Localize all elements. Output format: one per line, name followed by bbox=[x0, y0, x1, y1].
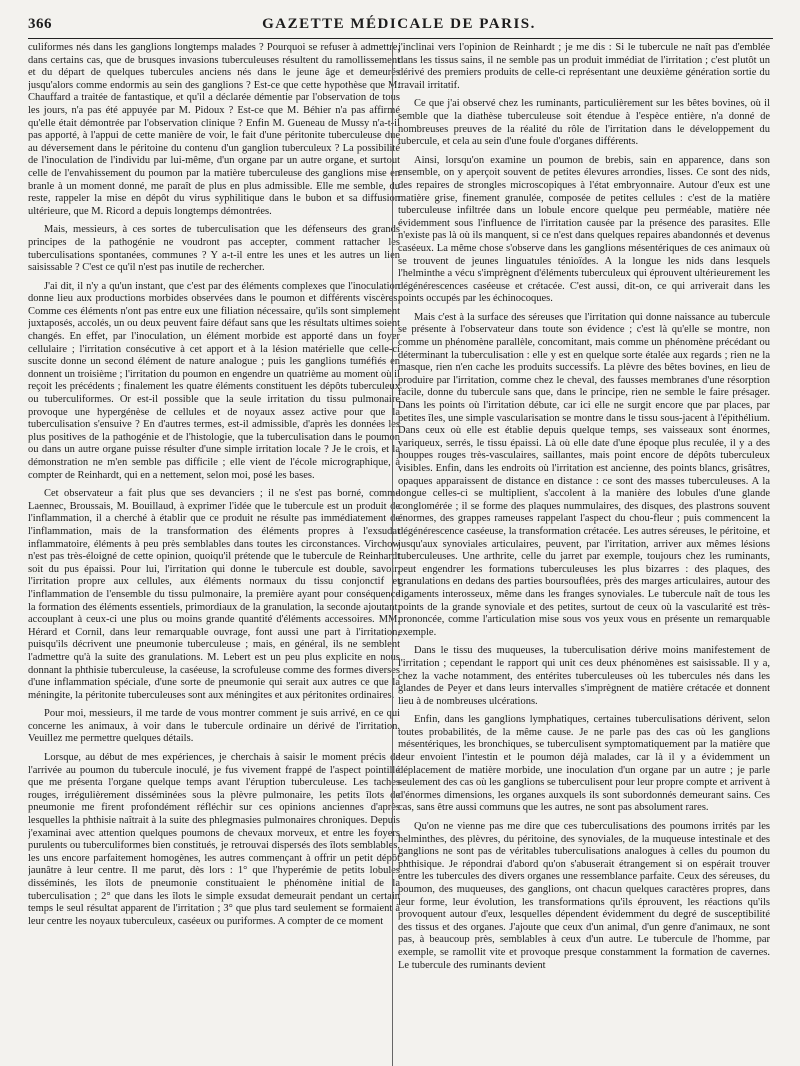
page-header bbox=[28, 14, 770, 36]
left-column bbox=[28, 42, 400, 1066]
column-divider bbox=[392, 42, 393, 1066]
paragraph: J'ai dit, il n'y a qu'un instant, que c'est par des éléments complexes que l'inoculation donne lieu aux productions morbides observées dans le poumon et différents viscères. Comme ces éléments n'ont pas entre eux une filiation nécessaire, qu'ils sont simplement juxtaposés, accolés, un ou deux peuvent faire défaut sans que les résultats ultimes soient changés. En effet, par l'inoculation, un élément morbide est apporté dans un foyer cellulaire ; l'irritation consécutive à cet apport et à la lésion matérielle que celle-ci suscite donne un second élément de nature analogue ; puis les ganglions tuméfiés en donnent un troisième ; l'irritation du poumon en engendre un quatrième au moment où il reçoit les précédents ; finalement les quatre éléments constituent les dépôts tuberculeux ou tuberculiformes. Or est-il possible que la seule irritation du tissu pulmonaire provoque une hypergénèse de cellules et de noyaux assez active pour que la tuberculisation s'ensuive ? En d'autres termes, est-il admissible, d'après les données les plus positives de la pathogénie et de l'histologie, que la tuberculisation dans le poumon ou dans un autre organe puisse résulter d'une simple irritation locale ? Je le crois, et la démonstration ne m'en semble pas difficile ; elle vient de l'école micrographique, à compter de Reinhardt, qui en a nettement, selon moi, posé les bases. bbox=[28, 280, 400, 481]
paragraph: culiformes nés dans les ganglions longtemps malades ? Pourquoi se refuser à admettre, dans certains cas, que de brusques invasions tuberculeuses résultent du ramollissement et du départ de quelques tubercules anciens nés dans le jeune âge et demeurés jusqu'alors comme endormis au sein des ganglions ? Est-ce que cette hypothèse que M. Chauffard a traitée de fantastique, et qu'il a déclarée démentie par l'observation de tous les jours, n'a pas été appuyée par M. Pidoux ? Est-ce que M. Béhier n'a pas affirmé qu'elle était démontrée par l'observation clinique ? Enfin M. Gueneau de Mussy n'a-t-il pas apporté, à l'appui de cette manière de voir, le fait d'une péritonite tuberculeuse due au déversement dans le péritoine du contenu d'un ganglion tuberculeux ? La possibilité de l'inoculation de l'individu par lui-même, d'un organe par un autre organe, et surtout celle de l'envahissement du poumon par la matière tuberculeuse des ganglions mise en branle à un moment donné, me paraît de plus en plus admissible. Elle me semble, du reste, rappeler la mise en dépôt du virus syphilitique dans le bubon et sa diffusion ultérieure, que M. Ricord a depuis longtemps démontrées. bbox=[28, 42, 400, 217]
paragraph: Mais c'est à la surface des séreuses que l'irritation qui donne naissance au tubercule se présente à l'observateur dans toute son évidence ; c'est là qu'elle se montre, non comme un phénomène parallèle, concomitant, mais comme un phénomène précédant ou déterminant la tuberculisation : elle y est en quelque sorte étalée aux regards ; rien ne la masque, rien n'en cache les produits successifs. La plèvre des bêtes bovines, en lieu de produire par l'irritation, comme chez le cheval, des fausses membranes d'une résorption facile, donne du tubercule sans que, dans le principe, rien ne semble le faire présager. Dans les points où l'irritation débute, car ici elle ne surgit encore que par places, par petites îles, une simple vascularisation se montre dans le tissu sous-jacent à l'épithélium. Dans ceux où elle est établie depuis quelque temps, ses vaisseaux sont énormes, variqueux, serrés, le tissu épaissi. Là où elle date d'une époque plus reculée, il y a des houppes rouges très-vasculaires, saillantes, mais point encore de dépôts tuberculeux visibles. Enfin, dans les endroits où l'irritation est ancienne, des points blancs, grisâtres, opaques apparaissent de distance en distance : ce sont des masses tuberculeuses. A la longue celles-ci se multiplient, s'accolent à la manière des lobules d'une glande conglomérée ; il se forme des plaques nummulaires, des disques, des plastrons souvent énormes, des grappes rameuses rappelant l'aspect du chou-fleur ; puis commencent la dégénérescence caséeuse, la transformation crétacée. Les autres séreuses, le péritoine, et jusqu'aux synoviales articulaires, peuvent, par l'irritation, arriver aux mêmes lésions tuberculeuses. Une arthrite, celle du jarret par exemple, toujours chez les ruminants, peut engendrer les formations tuberculeuses les plus bizarres : des plaques, des granulations en dedans des parties boursouflées, près des marges articulaires, autour des ligaments interosseux, même dans les franges synoviales. Le tubercule naît de tous les points de la grande synoviale et des petites, surtout de ceux où la vascularité est très-prononcée, comme l'articulation mise sous vos yeux vous en présente un remarquable exemple. bbox=[398, 311, 770, 638]
paragraph: Ainsi, lorsqu'on examine un poumon de brebis, sain en apparence, dans son ensemble, on y aperçoit souvent de petites élevures arrondies, lisses. Ce sont des nids, des repaires de strongles microscopiques à l'état embryonnaire. Autour d'eux est une matière grise, finement granulée, composée de petites cellules : c'est de la matière tuberculeuse infiltrée dans un lobule encore quelque peu perméable, matière née évidemment sous l'influence de l'irritation causée par la présence des parasites. Elle n'existe pas là où ils manquent, si ce n'est dans quelques repaires abandonnés et devenus caséeux. La même chose s'observe dans les ganglions mésentériques de ces animaux où se trouvent de jeunes linguatules ténioïdes. A la longue les nids dans lesquels l'helminthe a vécu s'imprègnent d'éléments tuberculeux qui éprouvent ultérieurement les dégénérescences caséeuse et crétacée. C'est aussi, dit-on, ce qui arriverait dans les points occupés par les échinocoques. bbox=[398, 154, 770, 305]
paragraph: Mais, messieurs, à ces sortes de tuberculisation que les défenseurs des grands principes de la pathogénie ne voudront pas accepter, comment rattacher les tuberculisations spontanées, communes ? Y a-t-il entre les unes et les autres un lien saisissable ? C'est ce qu'il n'est pas inutile de rechercher. bbox=[28, 224, 400, 274]
right-column bbox=[398, 42, 770, 1066]
paragraph: Enfin, dans les ganglions lymphatiques, certaines tuberculisations dérivent, selon toutes probabilités, de la même cause. Je ne parle pas des cas où les ganglions mésentériques, les bronchiques, se tuberculisent symptomatiquement par la matière que leur envoient l'intestin et le poumon déjà malades, car là il y a évidemment un déplacement de matière morbide, une inoculation d'un organe par un autre ; je parle seulement des cas où les ganglions se tuberculisent pour leur propre compte et arrivent à d'énormes dimensions, les organes auxquels ils sont subordonnés demeurant sains. Ces cas, sans être aussi communs que les autres, ne sont pas absolument rares. bbox=[398, 714, 770, 814]
paragraph: Lorsque, au début de mes expériences, je cherchais à saisir le moment précis de l'arrivée au poumon du tubercule inoculé, je fus vivement frappé de l'aspect pointillé que me présenta l'organe quelque temps avant l'éruption tuberculeuse. Les taches rouges, irrégulièrement disséminées sous la plèvre pulmonaire, les petits îlots de pneumonie me firent profondément réfléchir sur ces opinions anciennes d'après lesquelles la phthisie naîtrait à la suite des phlegmasies pulmonaires chroniques. Depuis j'examinai avec attention quelques poumons de chevaux morveux, et entre les foyers purulents ou tuberculiformes bien constitués, je retrouvai dispersés des îlots semblables, les uns encore parfaitement homogènes, les autres commençant à offrir un petit dépôt jaunâtre à leur centre. Il me parut, dès lors : 1° que l'hyperémie de petits lobules disséminés, les îlots de pneumonie constituaient le phénomène initial de la tuberculisation ; 2° que dans les îlots le simple exsudat demeurait pendant un certain temps le seul résultat apparent de l'irritation ; 3° que plus tard seulement se formaient à leur centre les noyaux tuberculeux, caséeux ou puriformes. A compter de ce moment bbox=[28, 752, 400, 927]
paragraph: Cet observateur a fait plus que ses devanciers ; il ne s'est pas borné, comme Laennec, Broussais, M. Bouillaud, à exprimer l'idée que le tubercule est un produit de l'inflammation, il a cherché à établir que ce produit ne résulte pas immédiatement de l'inflammation, mais de la transformation des éléments propres à l'exsudat inflammatoire, éléments à peu près semblables dans toutes les circonstances. Virchow n'est pas très-éloigné de cette opinion, quoiqu'il prétende que le tubercule de Reinhardt soit du pus épaissi. Pour lui, l'irritation qui donne le tubercule est double, savoir, l'irritation propre aux cellules, aux éléments normaux du tissu conjonctif et l'inflammation de l'ensemble du tissu pulmonaire, la première ayant pour conséquence la formation des éléments essentiels, primordiaux de la granulation, la seconde ajoutant, accouplant à ceux-ci une plus ou moins grande quantité d'éléments accessoires. MM. Hérard et Cornil, dans leur remarquable ouvrage, font aussi une part à l'irritation, puisqu'ils décrivent une pneumonie tuberculeuse ; mais, en général, ils ne semblent l'admettre qu'à la suite des granulations. M. Lebert est un peu plus explicite en nous donnant la phthisie tuberculeuse, la caséeuse, la scrofuleuse comme des formes diverses d'une inflammation spéciale, d'une sorte de pneumonie qui serait aux autres ce que la méningite, la péritonite tuberculeuses sont aux méningites et aux péritonites ordinaires. bbox=[28, 488, 400, 701]
page-title: GAZETTE MÉDICALE DE PARIS. bbox=[262, 16, 536, 32]
paragraph: Ce que j'ai observé chez les ruminants, particulièrement sur les bêtes bovines, où il semble que la diathèse tuberculeuse soit étendue à l'espèce entière, n'a donné de nombreuses preuves de la réalité du rôle de l'irritation dans le développement du tubercule, et cela au sein d'une foule d'organes différents. bbox=[398, 98, 770, 148]
page-number: 366 bbox=[28, 16, 52, 32]
paragraph: Dans le tissu des muqueuses, la tuberculisation dérive moins manifestement de l'irritation ; cependant le rapport qui unit ces deux phénomènes est saisissable. Il y a, chez la vache notamment, des entérites tuberculeuses où les tubercules nés dans les glandes de Peyer et dans leurs intervalles s'imprègnent de matière crétacée et donnent lieu à de nombreuses ulcérations. bbox=[398, 645, 770, 707]
paragraph: j'inclinai vers l'opinion de Reinhardt ; je me dis : Si le tubercule ne naît pas d'emblée dans les tissus sains, il ne semble pas un produit immédiat de l'irritation ; c'est plutôt un dérivé des premiers produits de celle-ci représentant une deuxième génération sortie du travail irritatif. bbox=[398, 42, 770, 91]
paragraph: Qu'on ne vienne pas me dire que ces tuberculisations des poumons irrités par les helminthes, des plèvres, du péritoine, des synoviales, de la muqueuse intestinale et des ganglions ne sont pas de véritables tuberculisations analogues à celles du poumon du phthisique. Je répondrai d'abord qu'on s'abuserait étrangement si on espérait trouver entre les tubercules des divers organes une ressemblance parfaite. Ceux des séreuses, du poumon, des muqueuses, des ganglions, ont chacun quelques caractères propres, dans leur forme, leur évolution, les transformations qu'ils éprouvent, les réactions qu'ils provoquent autour d'eux, lesquelles dépendent évidemment du degré de susceptibilité des tissus et des organes. J'ajoute que ceux d'un animal, d'un genre d'animaux, ne sont pas, à beaucoup près, semblables à ceux d'un autre. Le tubercule de l'homme, par exemple, se ramollit vite et provoque presque constamment la formation de cavernes. Le tubercule des ruminants devient bbox=[398, 821, 770, 971]
paragraph: Pour moi, messieurs, il me tarde de vous montrer comment je suis arrivé, en ce qui concerne les animaux, à voir dans le tubercule ordinaire un dérivé de l'irritation. Veuillez me permettre quelques détails. bbox=[28, 708, 400, 745]
header-rule bbox=[28, 38, 773, 39]
